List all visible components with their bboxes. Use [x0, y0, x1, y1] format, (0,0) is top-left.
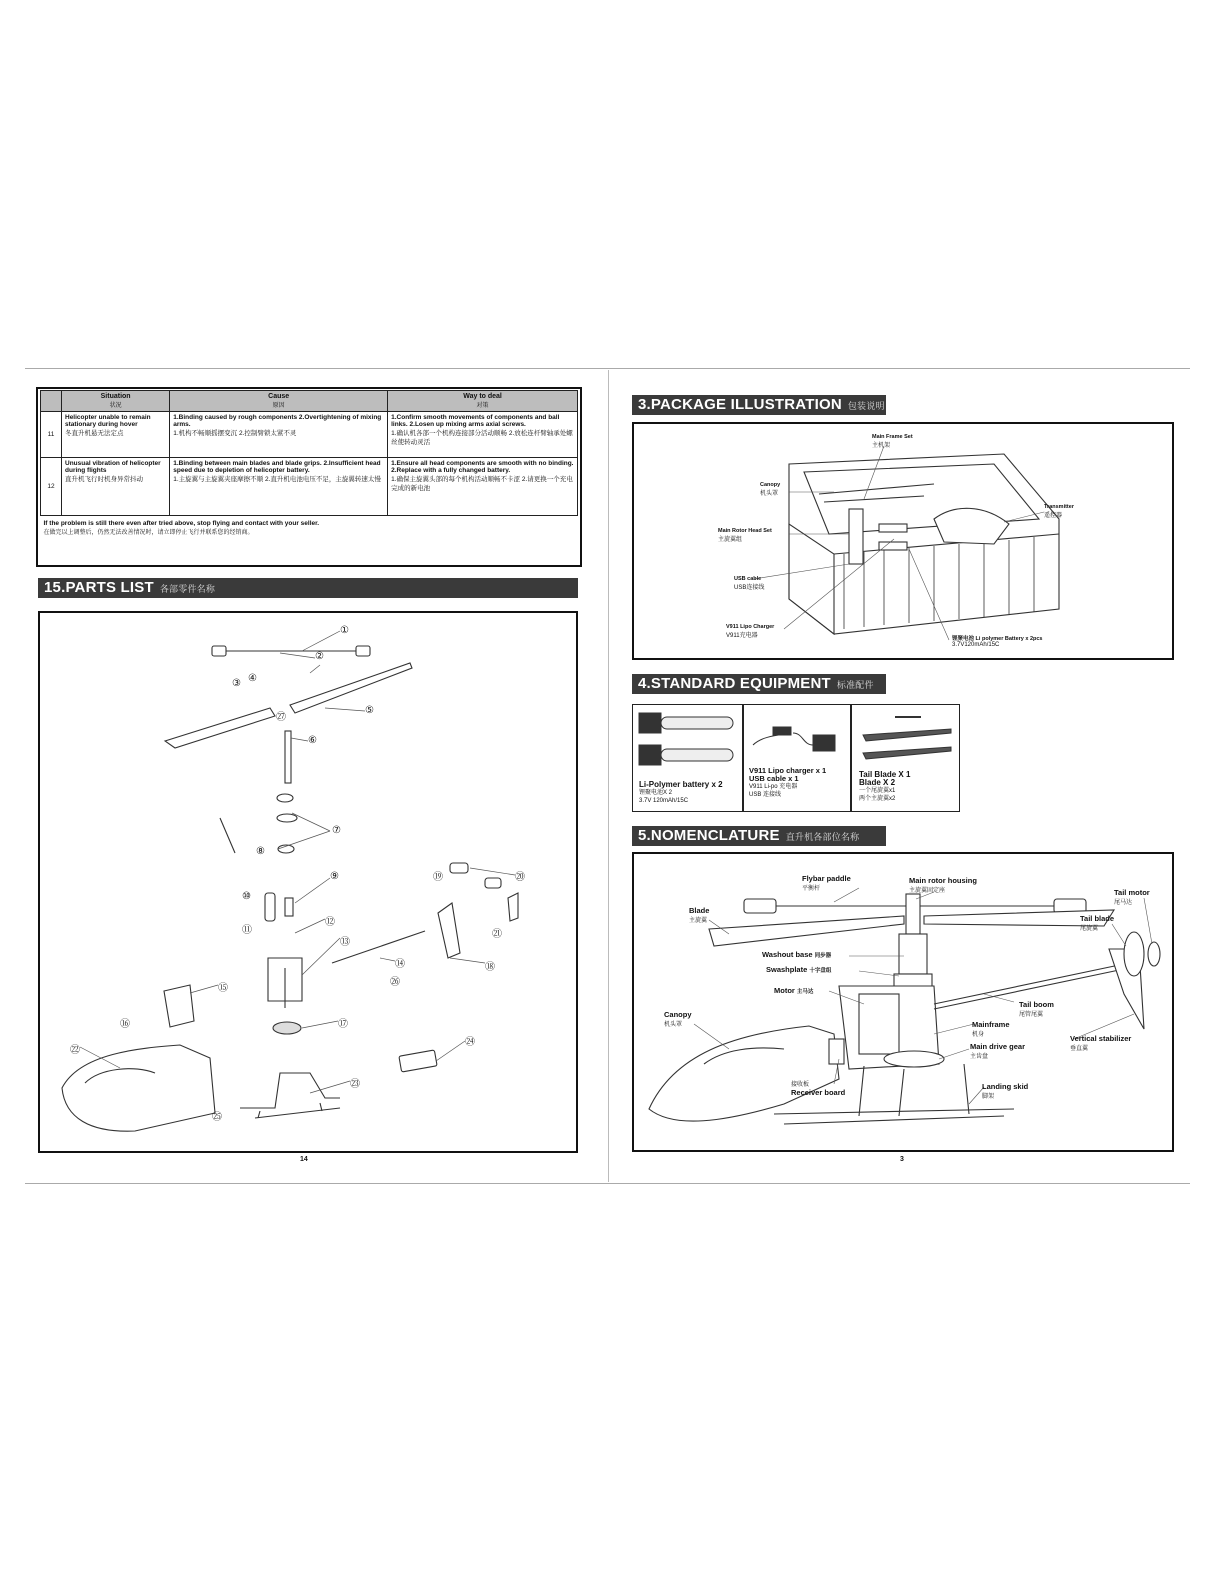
- part-callout: ㉗: [276, 712, 286, 723]
- part-callout: ⑨: [330, 871, 339, 882]
- part-callout: ⑫: [325, 917, 335, 928]
- blade-text: Tail Blade X 1 Blade X 2 一个尾旋翼x1 两个主旋翼x2: [859, 770, 911, 802]
- equipment-title: 4.STANDARD EQUIPMENT: [638, 675, 831, 692]
- equipment-heading: [632, 674, 886, 694]
- part-callout: ㉓: [350, 1079, 360, 1090]
- part-callout: ②: [315, 651, 324, 662]
- rotor-head-label: Main Rotor Head Set 主旋翼组: [718, 528, 772, 543]
- part-callout: ㉕: [212, 1112, 222, 1123]
- part-callout: ⑭: [395, 959, 405, 970]
- row-number: 12: [41, 458, 62, 516]
- transmitter-label: Transmitter 遥控器: [1044, 504, 1074, 519]
- part-callout: ⑧: [256, 846, 265, 857]
- part-callout: ⑤: [365, 705, 374, 716]
- nomenclature-title: 5.NOMENCLATURE: [638, 827, 780, 844]
- blade-icon: [851, 705, 959, 767]
- part-callout: ⑥: [308, 735, 317, 746]
- canopy-nomen-label: Canopy 机头罩: [664, 1010, 692, 1028]
- equipment-battery-cell: [632, 704, 744, 812]
- spine-divider: [608, 370, 609, 1182]
- tail-boom-label: Tail boom 尾管尾翼: [1019, 1000, 1054, 1018]
- charger-text: V911 Lipo charger x 1 USB cable x 1 V911 Li-po 充电器 USB 连接线: [749, 766, 827, 798]
- table-row: [41, 458, 578, 516]
- helicopter-drawing: [634, 854, 1172, 1150]
- battery-text: Li-Polymer battery x 2 锂聚电池X 2 3.7V 120mAh/15C: [639, 780, 723, 804]
- part-callout: ㉖: [390, 977, 400, 988]
- part-callout: ⑩: [242, 891, 251, 902]
- parts-list-heading: [38, 578, 578, 598]
- parts-list-title-cn: 各部零件名称: [159, 584, 216, 594]
- cause-header: Cause 原因: [170, 391, 388, 412]
- package-heading: [632, 395, 886, 415]
- main-frame-label: Main Frame Set 主机架: [872, 434, 913, 449]
- usb-label: USB cable USB连接线: [734, 576, 765, 591]
- tail-blade-label: Tail blade 尾旋翼: [1080, 914, 1115, 932]
- row-number: 11: [41, 412, 62, 458]
- parts-diagram-frame: [38, 611, 578, 1153]
- landing-skid-label: Landing skid 脚架: [982, 1082, 1029, 1100]
- equipment-title-cn: 标准配件: [836, 680, 874, 690]
- table-row: [41, 412, 578, 458]
- part-callout: ⑲: [433, 872, 443, 883]
- equipment-blade-cell: [850, 704, 960, 812]
- tail-motor-label: Tail motor 尾马达: [1114, 888, 1150, 906]
- receiver-label: 接收板 Receiver board: [791, 1082, 846, 1097]
- part-callout: ㉒: [70, 1045, 80, 1056]
- battery-label: 锂聚电池 Li polymer Battery x 2pcs 3.7V120mAh/15C: [952, 636, 1043, 648]
- part-callout: ㉑: [492, 929, 502, 940]
- deal-cell: 1.Ensure all head components are smooth with no binding. 2.Replace with a fully changed battery. 1.确保主旋翼头部的每个机构活动顺畅不卡涩 2.请更换一个充电完成的新电池: [388, 458, 578, 516]
- charger-icon: [743, 705, 851, 775]
- part-callout: ⑮: [218, 983, 228, 994]
- part-callout: ⑬: [340, 937, 350, 948]
- deal-header: Way to deal 对策: [388, 391, 578, 412]
- part-callout: ④: [248, 673, 257, 684]
- washout-label: Washout base 同步器: [762, 950, 832, 959]
- nomenclature-heading: [632, 826, 886, 846]
- parts-list-title: 15.PARTS LIST: [44, 579, 154, 596]
- rotor-housing-label: Main rotor housing 主旋翼固定座: [909, 876, 977, 894]
- mainframe-label: Mainframe 机身: [972, 1020, 1010, 1038]
- part-callout: ⑯: [120, 1019, 130, 1030]
- bottom-rule: [25, 1183, 1190, 1184]
- situation-header: Situation 状况: [62, 391, 170, 412]
- battery-icon: [633, 705, 743, 775]
- cause-cell: 1.Binding caused by rough components 2.Overtightening of mixing arms. 1.机构不畅顺摇摆变沉 2.控制臂锁太紧不灵: [170, 412, 388, 458]
- blade-label: Blade 主旋翼: [689, 906, 710, 924]
- part-callout: ③: [232, 678, 241, 689]
- swashplate-label: Swashplate 十字盘组: [766, 965, 832, 974]
- vertical-stabilizer-label: Vertical stabilizer 垂直翼: [1070, 1034, 1132, 1052]
- note-en: If the problem is still there even after tried above, stop flying and contact with your seller.: [43, 520, 320, 527]
- charger-label: V911 Lipo Charger V911充电器: [726, 624, 775, 639]
- nomenclature-title-cn: 直升机各部位名称: [785, 832, 860, 842]
- part-callout: ①: [340, 625, 349, 636]
- situation-cell: Unusual vibration of helicopter during flights 直升机飞行时机身异常抖动: [62, 458, 170, 516]
- part-callout: ⑰: [338, 1019, 348, 1030]
- situation-cell: Helicopter unable to remain stationary during hover 冬直升机悬无法定点: [62, 412, 170, 458]
- page-number-right: 3: [900, 1156, 904, 1163]
- num-header: [41, 391, 62, 412]
- part-callout: ⑳: [515, 872, 525, 883]
- note-cn: 在做完以上调整后，仍然无法改善情况时，请立即停止飞行并联系您的经销商。: [43, 530, 254, 536]
- page-number-left: 14: [300, 1156, 308, 1163]
- table-note: [41, 516, 578, 539]
- nomenclature-frame: [632, 852, 1174, 1152]
- flybar-label: Flybar paddle 平衡杆: [802, 874, 851, 892]
- troubleshooting-table: [40, 390, 578, 538]
- package-title-cn: 包装说明: [847, 401, 885, 411]
- canopy-label: Canopy 机头罩: [760, 482, 781, 497]
- cause-cell: 1.Binding between main blades and blade grips. 2.Insufficient head speed due to depletion of helicopter battery. 1.主旋翼与主旋翼夹座摩擦不顺 2.直升机电池电压不足，主旋翼转速太慢: [170, 458, 388, 516]
- package-frame: [632, 422, 1174, 660]
- equipment-charger-cell: [742, 704, 852, 812]
- deal-cell: 1.Confirm smooth movements of components and ball links. 2.Losen up mixing arms axial screws. 1.确认机各部一个机构连接部分活动顺畅 2.放松连杆臂轴承处螺丝使转动灵活: [388, 412, 578, 458]
- motor-label: Motor 主马达: [774, 986, 814, 995]
- drive-gear-label: Main drive gear 主齿盘: [970, 1042, 1026, 1060]
- exploded-parts-diagram: [40, 613, 576, 1151]
- package-box-drawing: [634, 424, 1172, 658]
- top-rule: [25, 368, 1190, 369]
- part-callout: ⑦: [332, 825, 341, 836]
- part-callout: ⑪: [242, 925, 252, 936]
- part-callout: ㉔: [465, 1037, 475, 1048]
- package-title: 3.PACKAGE ILLUSTRATION: [638, 396, 842, 413]
- part-callout: ⑱: [485, 962, 495, 973]
